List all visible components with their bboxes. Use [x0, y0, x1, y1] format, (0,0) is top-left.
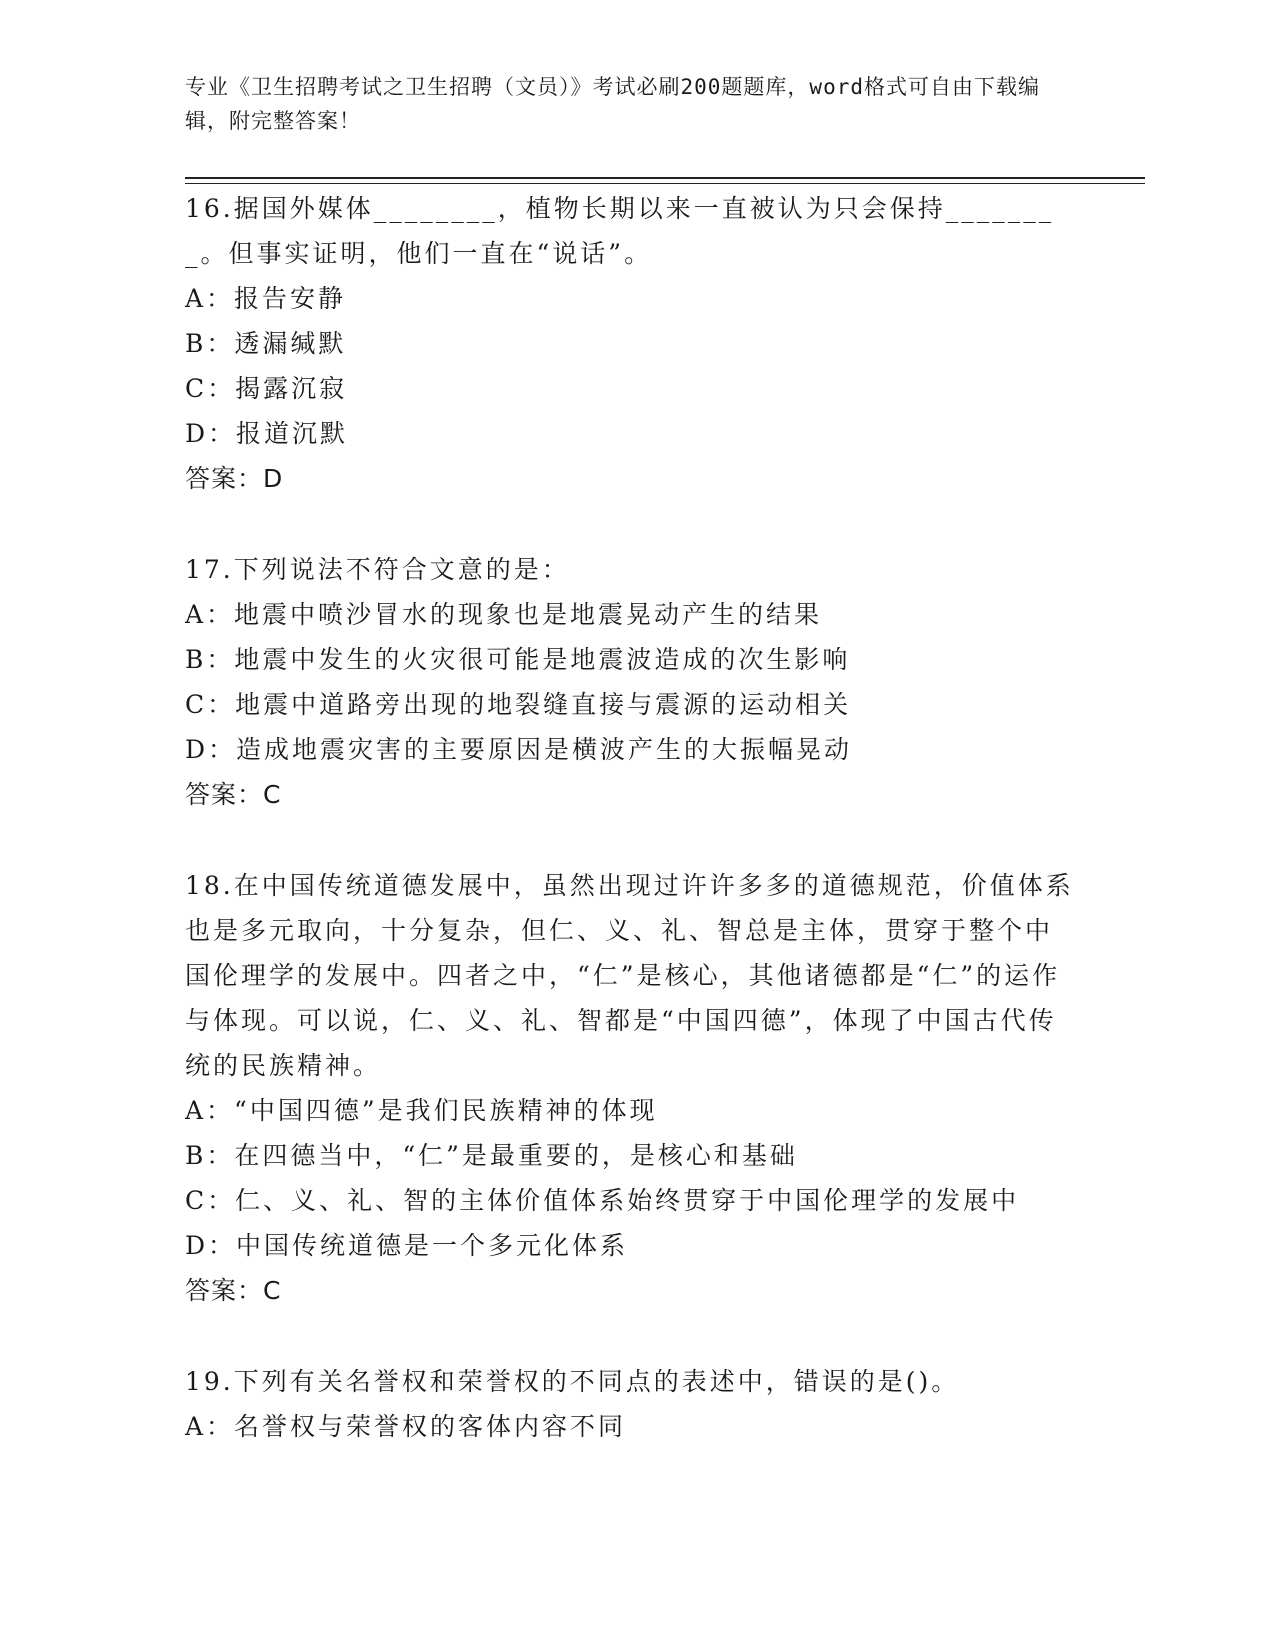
question-stem: 16.据国外媒体________，植物长期以来一直被认为只会保持________。但事实证明，他们一直在“说话”。 [185, 194, 1055, 268]
question-stem: 17.下列说法不符合文意的是： [185, 555, 570, 584]
option-c: C：揭露沉寂 [185, 374, 348, 403]
answer-line: 答案：D [185, 464, 284, 493]
document-header: 专业《卫生招聘考试之卫生招聘（文员）》考试必刷200题题库，word格式可自由下载编辑，附完整答案！ [185, 75, 1040, 133]
question-17 [185, 547, 1085, 817]
option-c: C：地震中道路旁出现的地裂缝直接与震源的运动相关 [185, 690, 852, 719]
answer-line: 答案：C [185, 780, 282, 809]
option-a: A：名誉权与荣誉权的客体内容不同 [185, 1412, 627, 1441]
option-d: D：中国传统道德是一个多元化体系 [185, 1231, 629, 1260]
option-a: A：“中国四德”是我们民族精神的体现 [185, 1096, 658, 1125]
header-rule-thin [185, 183, 1145, 184]
option-b: B：透漏缄默 [185, 329, 347, 358]
question-stem: 19.下列有关名誉权和荣誉权的不同点的表述中，错误的是()。 [185, 1367, 960, 1396]
question-16 [185, 186, 1085, 501]
question-stem: 18.在中国传统道德发展中，虽然出现过许许多多的道德规范，价值体系也是多元取向，十分复杂，但仁、义、礼、智总是主体，贯穿于整个中国伦理学的发展中。四者之中，“仁”是核心，其他诸德都是“仁”的运作与体现。可以说，仁、义、礼、智都是“中国四德”，体现了中国古代传统的民族精神。 [185, 871, 1074, 1080]
header-rule-thick [185, 177, 1145, 179]
option-a: A：地震中喷沙冒水的现象也是地震晃动产生的结果 [185, 600, 823, 629]
option-b: B：地震中发生的火灾很可能是地震波造成的次生影响 [185, 645, 851, 674]
option-d: D：造成地震灾害的主要原因是横波产生的大振幅晃动 [185, 735, 853, 764]
option-d: D：报道沉默 [185, 419, 349, 448]
question-18 [185, 863, 1085, 1313]
option-b: B：在四德当中，“仁”是最重要的，是核心和基础 [185, 1141, 798, 1170]
option-a: A：报告安静 [185, 284, 347, 313]
question-list [185, 186, 1085, 1495]
answer-line: 答案：C [185, 1276, 282, 1305]
option-c: C：仁、义、礼、智的主体价值体系始终贯穿于中国伦理学的发展中 [185, 1186, 1020, 1215]
question-19 [185, 1359, 1085, 1449]
